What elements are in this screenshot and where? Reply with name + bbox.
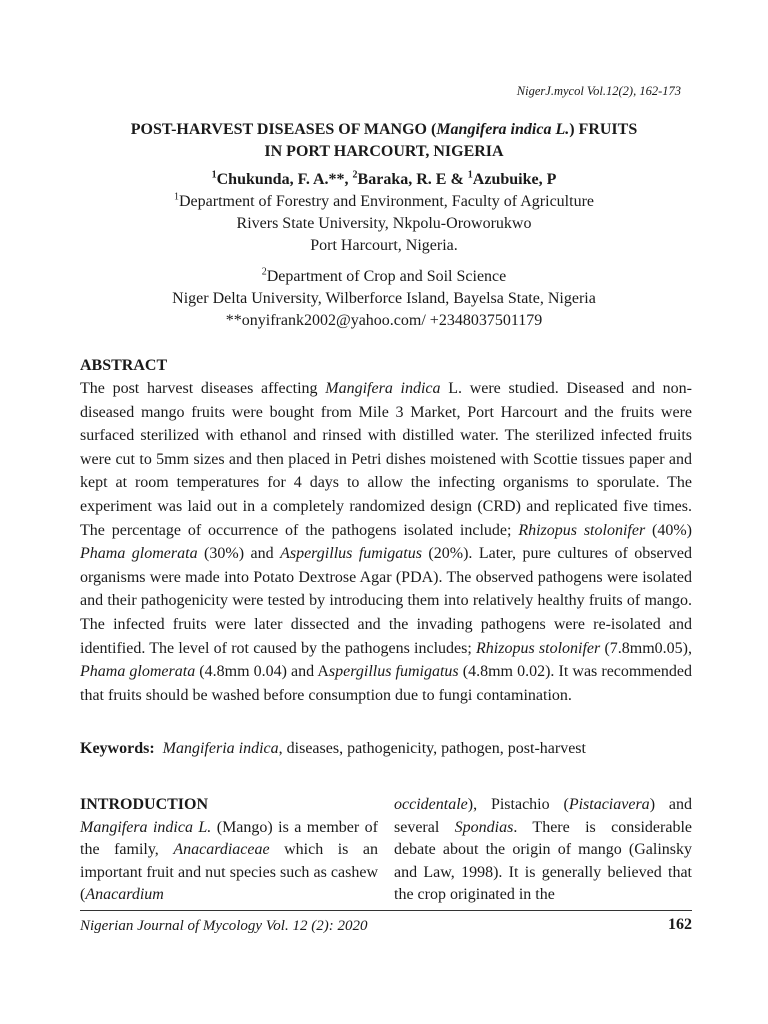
- intro-species: Mangifera indica L.: [80, 818, 212, 836]
- abstract-species: spergillus fumigatus: [328, 663, 459, 681]
- intro-column-left: [80, 794, 378, 907]
- author1: Chukunda, F. A.**,: [216, 171, 353, 188]
- affiliation-2: [70, 266, 698, 332]
- author3-sup: 1: [467, 169, 473, 181]
- affiliation1-sup: 1: [173, 191, 179, 203]
- affiliation1-line3: Port Harcourt, Nigeria.: [310, 237, 458, 254]
- affiliation2-line2: Niger Delta University, Wilberforce Island, Bayelsa State, Nigeria: [172, 290, 596, 307]
- intro-family: Anacardiaceae: [173, 841, 270, 858]
- keywords-list: , diseases, pathogenicity, pathogen, post-harvest: [278, 740, 586, 757]
- intro-genus: Spondias: [454, 818, 514, 836]
- abstract-text: (7.8mm0.05),: [600, 639, 692, 657]
- title-line2: IN PORT HARCOURT, NIGERIA: [264, 143, 504, 160]
- page-number: 162: [668, 916, 692, 933]
- affiliation1-line2: Rivers State University, Nkpolu-Oroworukwo: [236, 215, 532, 232]
- abstract-species: Phama glomerata: [80, 663, 196, 681]
- author1-sup: 1: [211, 169, 217, 181]
- abstract-text: (4.8mm 0.02). It was recommended that fruits should be washed before consumption due to fungi contamination.: [80, 663, 692, 704]
- abstract-text: L. were studied. Diseased and non-diseased mango fruits were bought from Mile 3 Market, Port Harcourt and the fruits were surfaced sterilized with ethanol and rinsed with distilled water. The sterilized infected fruits were cut to 5mm sizes and then placed in Petri dishes moistened with Scottie tissues paper and kept at room temperatures for 4 days to allow the infecting organisms to sporulate. The experiment was laid out in a completely randomized design (CRD) and replicated five times. The percentage of occurrence of the pathogens isolated include;: [80, 380, 692, 539]
- abstract-species: Rhizopus stolonifer: [476, 639, 601, 657]
- intro-genus: Anacardium: [85, 886, 164, 903]
- title-line1-post: ) FRUITS: [569, 121, 638, 138]
- paper-title: [70, 119, 698, 163]
- abstract-body: [80, 377, 692, 707]
- intro-column-right: [394, 794, 692, 907]
- affiliation1-line1: Department of Forestry and Environment, Faculty of Agriculture: [178, 193, 594, 210]
- abstract-text: The post harvest diseases affecting: [80, 380, 326, 397]
- journal-reference: NigerJ.mycol Vol.12(2), 162-173: [516, 84, 681, 98]
- introduction-heading: INTRODUCTION: [80, 796, 209, 813]
- abstract-species: Mangifera indica: [325, 380, 441, 397]
- abstract-species: Phama glomerata: [80, 545, 198, 563]
- intro-text: ), Pistachio (: [467, 796, 569, 813]
- abstract-heading: ABSTRACT: [80, 357, 168, 374]
- affiliation2-sup: 2: [261, 266, 267, 278]
- keywords: [80, 738, 692, 760]
- keywords-species: Mangiferia indica: [162, 740, 279, 757]
- contact-info: **onyifrank2002@yahoo.com/ +2348037501179: [225, 312, 543, 329]
- intro-species: Pistaciavera: [568, 796, 650, 813]
- intro-species: occidentale: [394, 796, 468, 813]
- footer-divider: [80, 910, 692, 911]
- intro-text: . There is considerable debate about the origin of mango (Galinsky and Law, 1998). It is generally believed that the crop originated in the: [394, 818, 692, 903]
- author3: Azubuike, P: [472, 171, 557, 188]
- author2-sup: 2: [352, 169, 358, 181]
- abstract-text: (40%): [645, 521, 693, 539]
- abstract-species: Aspergillus fumigatus: [280, 545, 422, 563]
- footer-journal-name: Nigerian Journal of Mycology Vol. 12 (2): 2020: [80, 918, 368, 934]
- intro-text: ) and several: [394, 796, 692, 836]
- intro-text: which is an important fruit and nut species such as cashew (: [80, 841, 378, 903]
- abstract-text: (4.8mm 0.04) and A: [195, 663, 329, 681]
- affiliation-1: [70, 191, 698, 257]
- abstract-species: Rhizopus stolonifer: [518, 521, 646, 539]
- affiliation2-line1: Department of Crop and Soil Science: [266, 268, 507, 285]
- title-line1-pre: POST-HARVEST DISEASES OF MANGO (: [130, 121, 437, 138]
- keywords-label: Keywords:: [80, 740, 155, 757]
- author2: Baraka, R. E &: [357, 171, 468, 188]
- title-line1-species: Mangifera indica L.: [436, 121, 570, 138]
- abstract-text: (20%). Later, pure cultures of observed organisms were made into Potato Dextrose Agar (PDA). The observed pathogens were isolated and their pathogenicity were tested by introducing them into relatively healthy fruits of mango. The infected fruits were later dissected and the invading pathogens were re-isolated and identified. The level of rot caused by the pathogens includes;: [80, 545, 692, 657]
- author-list: [70, 169, 698, 191]
- abstract-text: (30%) and: [197, 545, 281, 563]
- intro-text: (Mango) is a member of the family,: [80, 818, 378, 858]
